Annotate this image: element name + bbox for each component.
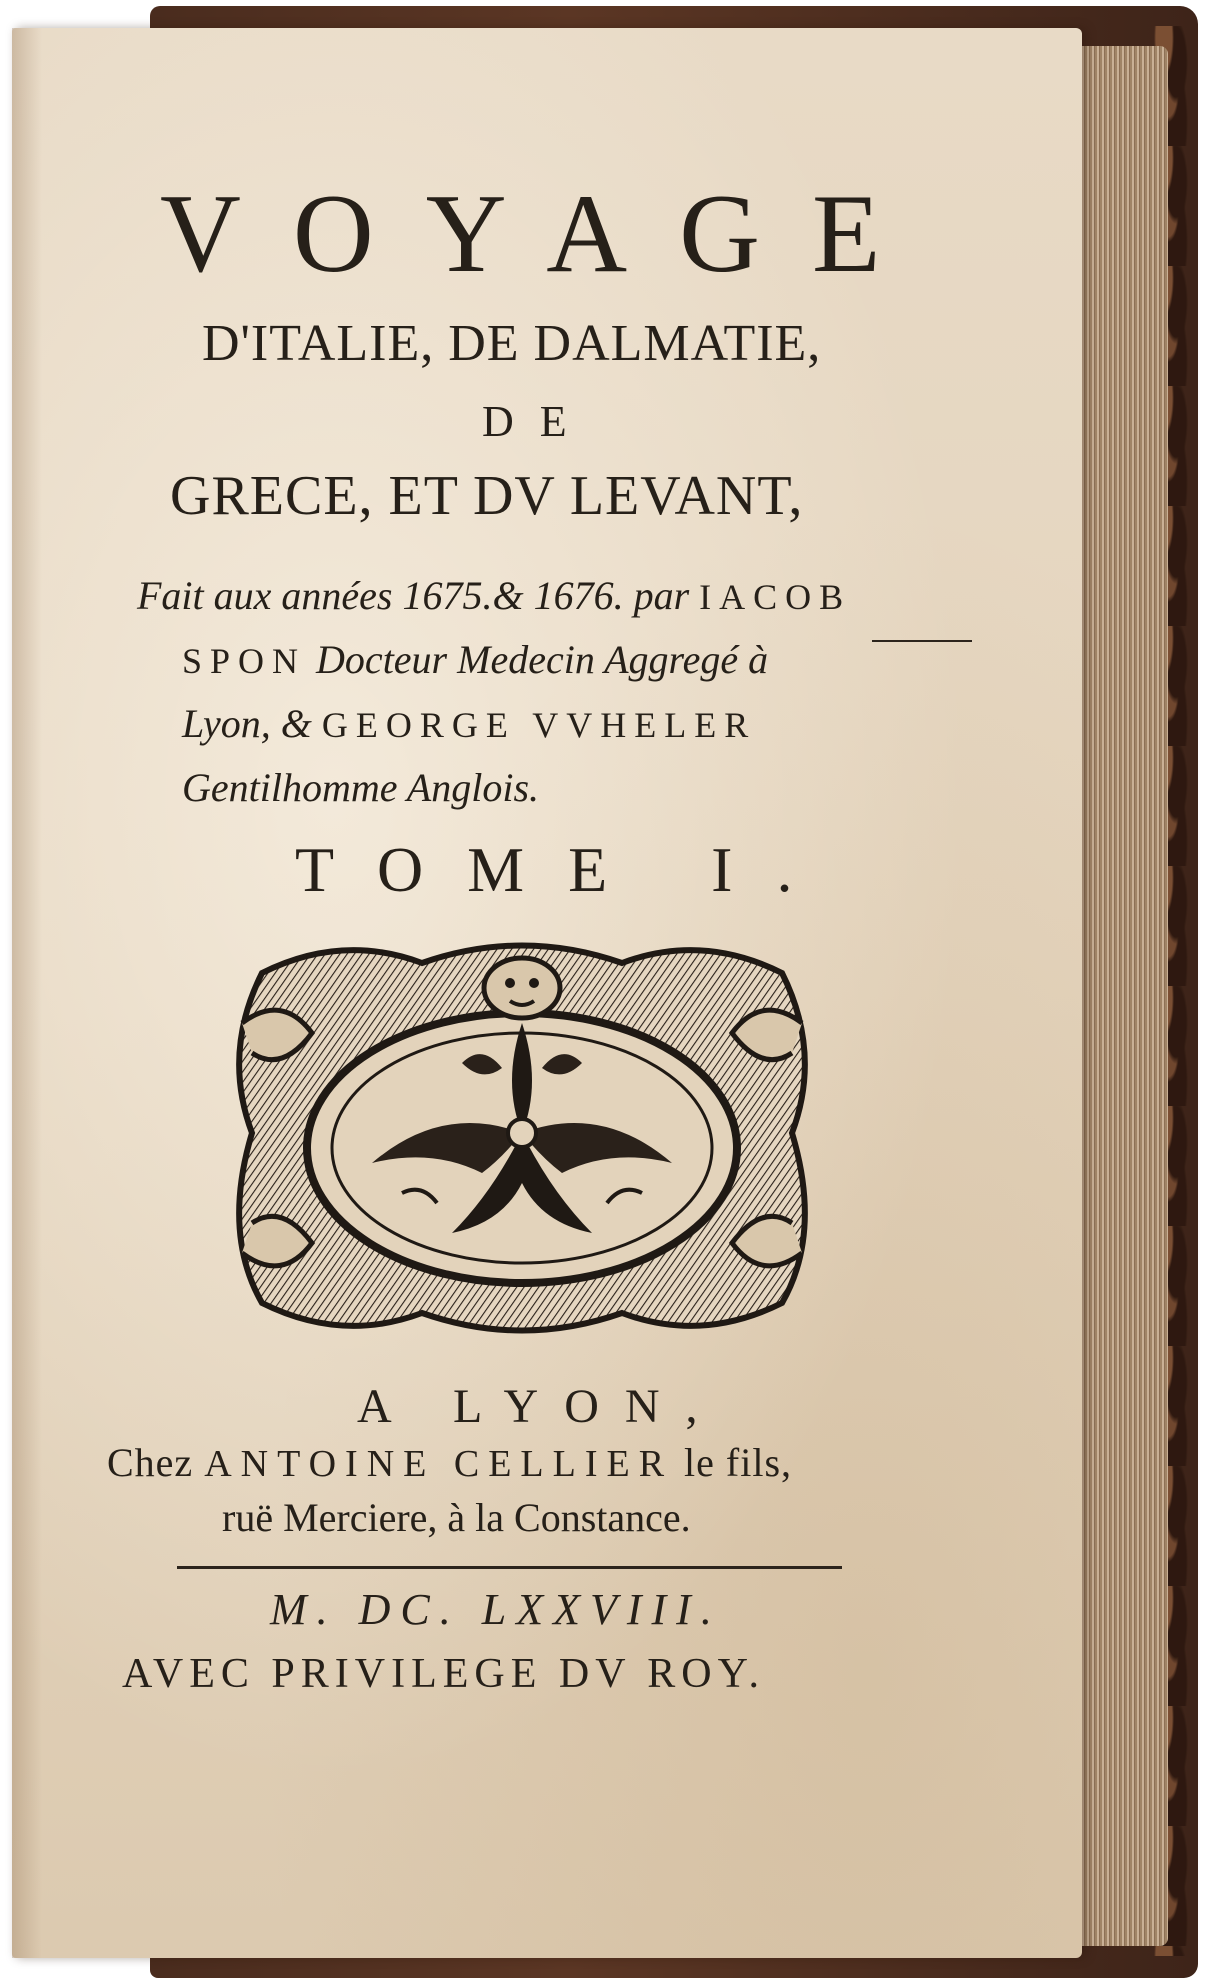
- author-wheler: GEORGE VVHELER: [321, 705, 757, 745]
- author-jacob: IACOB: [699, 577, 852, 617]
- byline-italic-1: Fait aux années 1675.& 1676. par: [137, 573, 690, 618]
- publisher-prefix: Chez: [107, 1440, 194, 1485]
- woodcut-ornament-icon: [222, 933, 822, 1343]
- subtitle-line-3: GRECE, ET DV LEVANT,: [170, 465, 804, 527]
- imprint-rule: [177, 1566, 842, 1569]
- byline-line-3: [182, 701, 757, 746]
- imprint-publisher: [107, 1440, 793, 1485]
- subtitle-line-2: DE: [482, 397, 593, 446]
- byline-line-1: [137, 573, 852, 618]
- imprint-city: A LYON,: [357, 1380, 724, 1433]
- byline-line-4: Gentilhomme Anglois.: [182, 765, 540, 810]
- gutter-shade: [12, 28, 42, 1958]
- publisher-name: ANTOINE CELLIER: [204, 1443, 674, 1485]
- royal-privilege: AVEC PRIVILEGE DV ROY.: [122, 1651, 766, 1697]
- byline-italic-3: Lyon, &: [182, 701, 312, 746]
- byline-line-2: [182, 637, 769, 682]
- underline-mark: [872, 640, 972, 642]
- title-page: [12, 28, 1082, 1958]
- publisher-suffix: le fils,: [684, 1440, 793, 1485]
- imprint-address: ruë Merciere, à la Constance.: [222, 1495, 691, 1540]
- imprint-date: M. DC. LXXVIII.: [270, 1585, 722, 1634]
- book-title: VOYAGE: [160, 172, 933, 296]
- byline-italic-2: Docteur Medecin Aggregé à: [316, 637, 769, 682]
- author-spon: SPON: [182, 641, 307, 681]
- subtitle-line-1: D'ITALIE, DE DALMATIE,: [202, 315, 822, 372]
- volume-label: TOME I.: [295, 834, 837, 905]
